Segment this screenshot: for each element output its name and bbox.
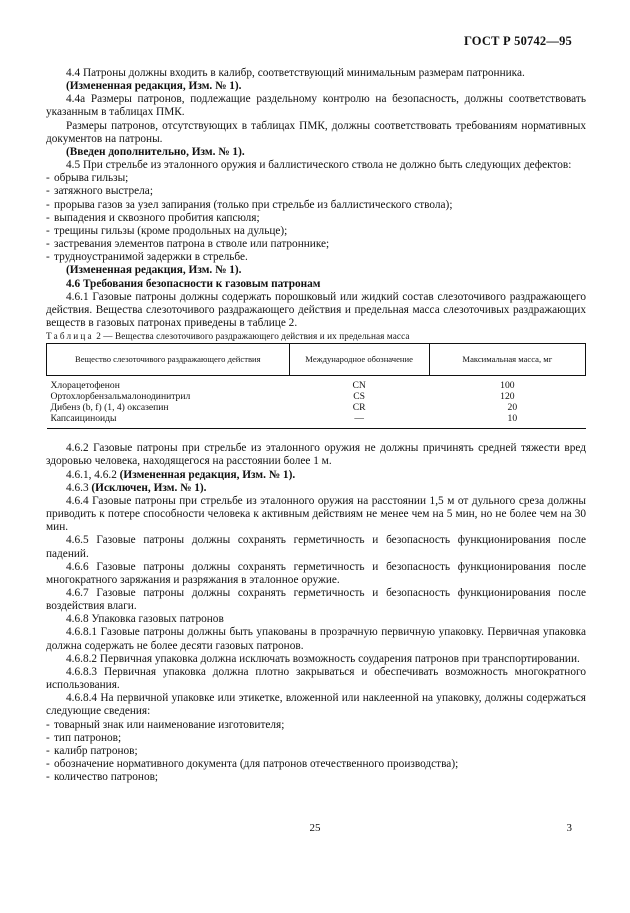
sheet-number: 3 xyxy=(566,822,572,834)
paragraph-4-6-4: 4.6.4 Газовые патроны при стрельбе из эталонного оружия на расстоянии 1,5 м от дульного среза должны приводить к потере способности человека к активным действиям не менее чем на 5 мин, но не более чем на 30 мин. xyxy=(46,494,586,534)
substances-table xyxy=(46,343,586,429)
list-item: - количество патронов; xyxy=(46,771,586,784)
paragraph-4-6-8-1: 4.6.8.1 Газовые патроны должны быть упакованы в прозрачную первичную упаковку. Первичная упаковка должна содержать не более десяти газовых патронов. xyxy=(46,626,586,652)
cell-mass: 120 xyxy=(500,391,515,403)
paragraph-4-4a: 4.4а Размеры патронов, подлежащие раздельному контролю на безопасность, должны соответствовать указанным в таблицах ПМК. xyxy=(46,93,586,119)
list-item: - трудноустранимой задержки в стрельбе. xyxy=(46,251,586,264)
paragraph-4-4: 4.4 Патроны должны входить в калибр, соответствующий минимальным размерам патронника. xyxy=(66,67,525,79)
table-row xyxy=(47,391,586,402)
table-caption-text: 2 — Вещества слезоточивого раздражающего действия и их предельная масса xyxy=(96,331,410,342)
defects-list xyxy=(46,172,586,264)
list-item: - товарный знак или наименование изготовителя; xyxy=(46,719,586,732)
col-header-designation: Международное обозначение xyxy=(289,344,429,376)
list-item: - прорыва газов за узел запирания (только при стрельбе из баллистического ствола); xyxy=(46,199,586,212)
table-row xyxy=(47,413,586,429)
col-header-max-mass: Максимальная масса, мг xyxy=(429,344,585,376)
section-heading-4-6: 4.6 Требования безопасности к газовым патронам xyxy=(66,277,321,290)
table-row xyxy=(47,376,586,392)
paragraph-4-6-8-3: 4.6.8.3 Первичная упаковка должна плотно закрываться и обеспечивать возможность многократного использования. xyxy=(46,665,586,692)
table-caption xyxy=(46,330,586,343)
labeling-list xyxy=(46,719,586,785)
list-item: - тип патронов; xyxy=(46,732,586,745)
paragraph-4-6-1: 4.6.1 Газовые патроны должны содержать порошковый или жидкий состав слезоточивого раздражающего действия. Вещества слезоточивого раздражающего действия и предельная масса слезоточивых раздражающих веществ в газовых патронах приведены в таблице 2. xyxy=(46,290,586,329)
paragraph-4-6-6: 4.6.6 Газовые патроны должны сохранять герметичность и безопасность функционирования после многократного заряжания и разряжания в эталонное оружие. xyxy=(46,560,586,586)
cell-mass: 10 xyxy=(429,413,585,429)
amendment-note: (Измененная редакция, Изм. № 1). xyxy=(66,80,242,93)
cell-substance: Дибенз (b, f) (1, 4) оксазепин xyxy=(50,402,169,414)
paragraph-4-4a-cont: Размеры патронов, отсутствующих в таблицах ПМК, должны соответствовать требованиям нормативных документов на патроны. xyxy=(46,119,586,145)
excluded-line-4-6-3 xyxy=(46,482,586,495)
cell-designation: CR xyxy=(352,402,366,414)
cell-designation: CN xyxy=(352,380,366,392)
table-caption-prefix: Таблица xyxy=(46,331,94,342)
amendment-note: (Измененная редакция, Изм. № 1). xyxy=(119,468,296,481)
page-number: 25 xyxy=(309,822,321,834)
paragraph-4-6-8-2: 4.6.8.2 Первичная упаковка должна исключать возможность соударения патронов при транспортировании. xyxy=(66,652,580,665)
paragraph-4-6-8-4: 4.6.8.4 На первичной упаковке или этикетке, вложенной или наклеенной на упаковку, должны содержаться следующие сведения: xyxy=(46,692,586,718)
list-item: - застревания элементов патрона в стволе или патроннике; xyxy=(46,238,586,251)
clause-ref: 4.6.1, 4.6.2 xyxy=(66,468,120,481)
amendment-line-4-6-1-2 xyxy=(46,469,586,482)
list-item: - обрыва гильзы; xyxy=(46,172,586,185)
paragraph-4-6-5: 4.6.5 Газовые патроны должны сохранять герметичность и безопасность функционирования после падений. xyxy=(46,534,586,560)
cell-designation: CS xyxy=(353,391,365,403)
cell-substance: Капсаициноиды xyxy=(47,413,290,429)
paragraph-4-6-2: 4.6.2 Газовые патроны при стрельбе из эталонного оружия не должны причинять средней тяжести вред здоровью человека, находящегося на расстоянии более 1 м. xyxy=(46,442,586,468)
cell-mass: 100 xyxy=(500,380,515,392)
document-body xyxy=(46,67,586,784)
cell-substance: Хлорацетофенон xyxy=(50,380,120,392)
cell-substance: Ортохлорбензальмалонодинитрил xyxy=(50,391,191,403)
amendment-note: (Измененная редакция, Изм. № 1). xyxy=(66,264,242,277)
table-2-wrap xyxy=(46,343,586,429)
table-row xyxy=(47,402,586,413)
addition-note: (Введен дополнительно, Изм. № 1). xyxy=(66,145,245,158)
cell-mass: 20 xyxy=(507,402,518,414)
list-item: - выпадения и сквозного пробития капсюля; xyxy=(46,212,586,225)
cell-designation: — xyxy=(289,413,429,429)
paragraph-4-6-7: 4.6.7 Газовые патроны должны сохранять герметичность и безопасность функционирования после воздействия влаги. xyxy=(46,587,586,613)
list-item: - затяжного выстрела; xyxy=(46,185,586,198)
table-header-row xyxy=(47,344,586,376)
excluded-note: (Исключен, Изм. № 1). xyxy=(91,481,207,494)
list-item: - обозначение нормативного документа (для патронов отечественного производства); xyxy=(46,758,586,771)
col-header-substance: Вещество слезоточивого раздражающего действия xyxy=(47,344,290,376)
list-item: - калибр патронов; xyxy=(46,745,586,758)
list-item: - трещины гильзы (кроме продольных на дульце); xyxy=(46,225,586,238)
paragraph-4-5: 4.5 При стрельбе из эталонного оружия и баллистического ствола не должно быть следующих дефектов: xyxy=(66,159,572,172)
clause-ref: 4.6.3 xyxy=(66,481,92,494)
paragraph-4-6-8: 4.6.8 Упаковка газовых патронов xyxy=(66,613,224,626)
document-code: ГОСТ Р 50742—95 xyxy=(463,34,572,48)
